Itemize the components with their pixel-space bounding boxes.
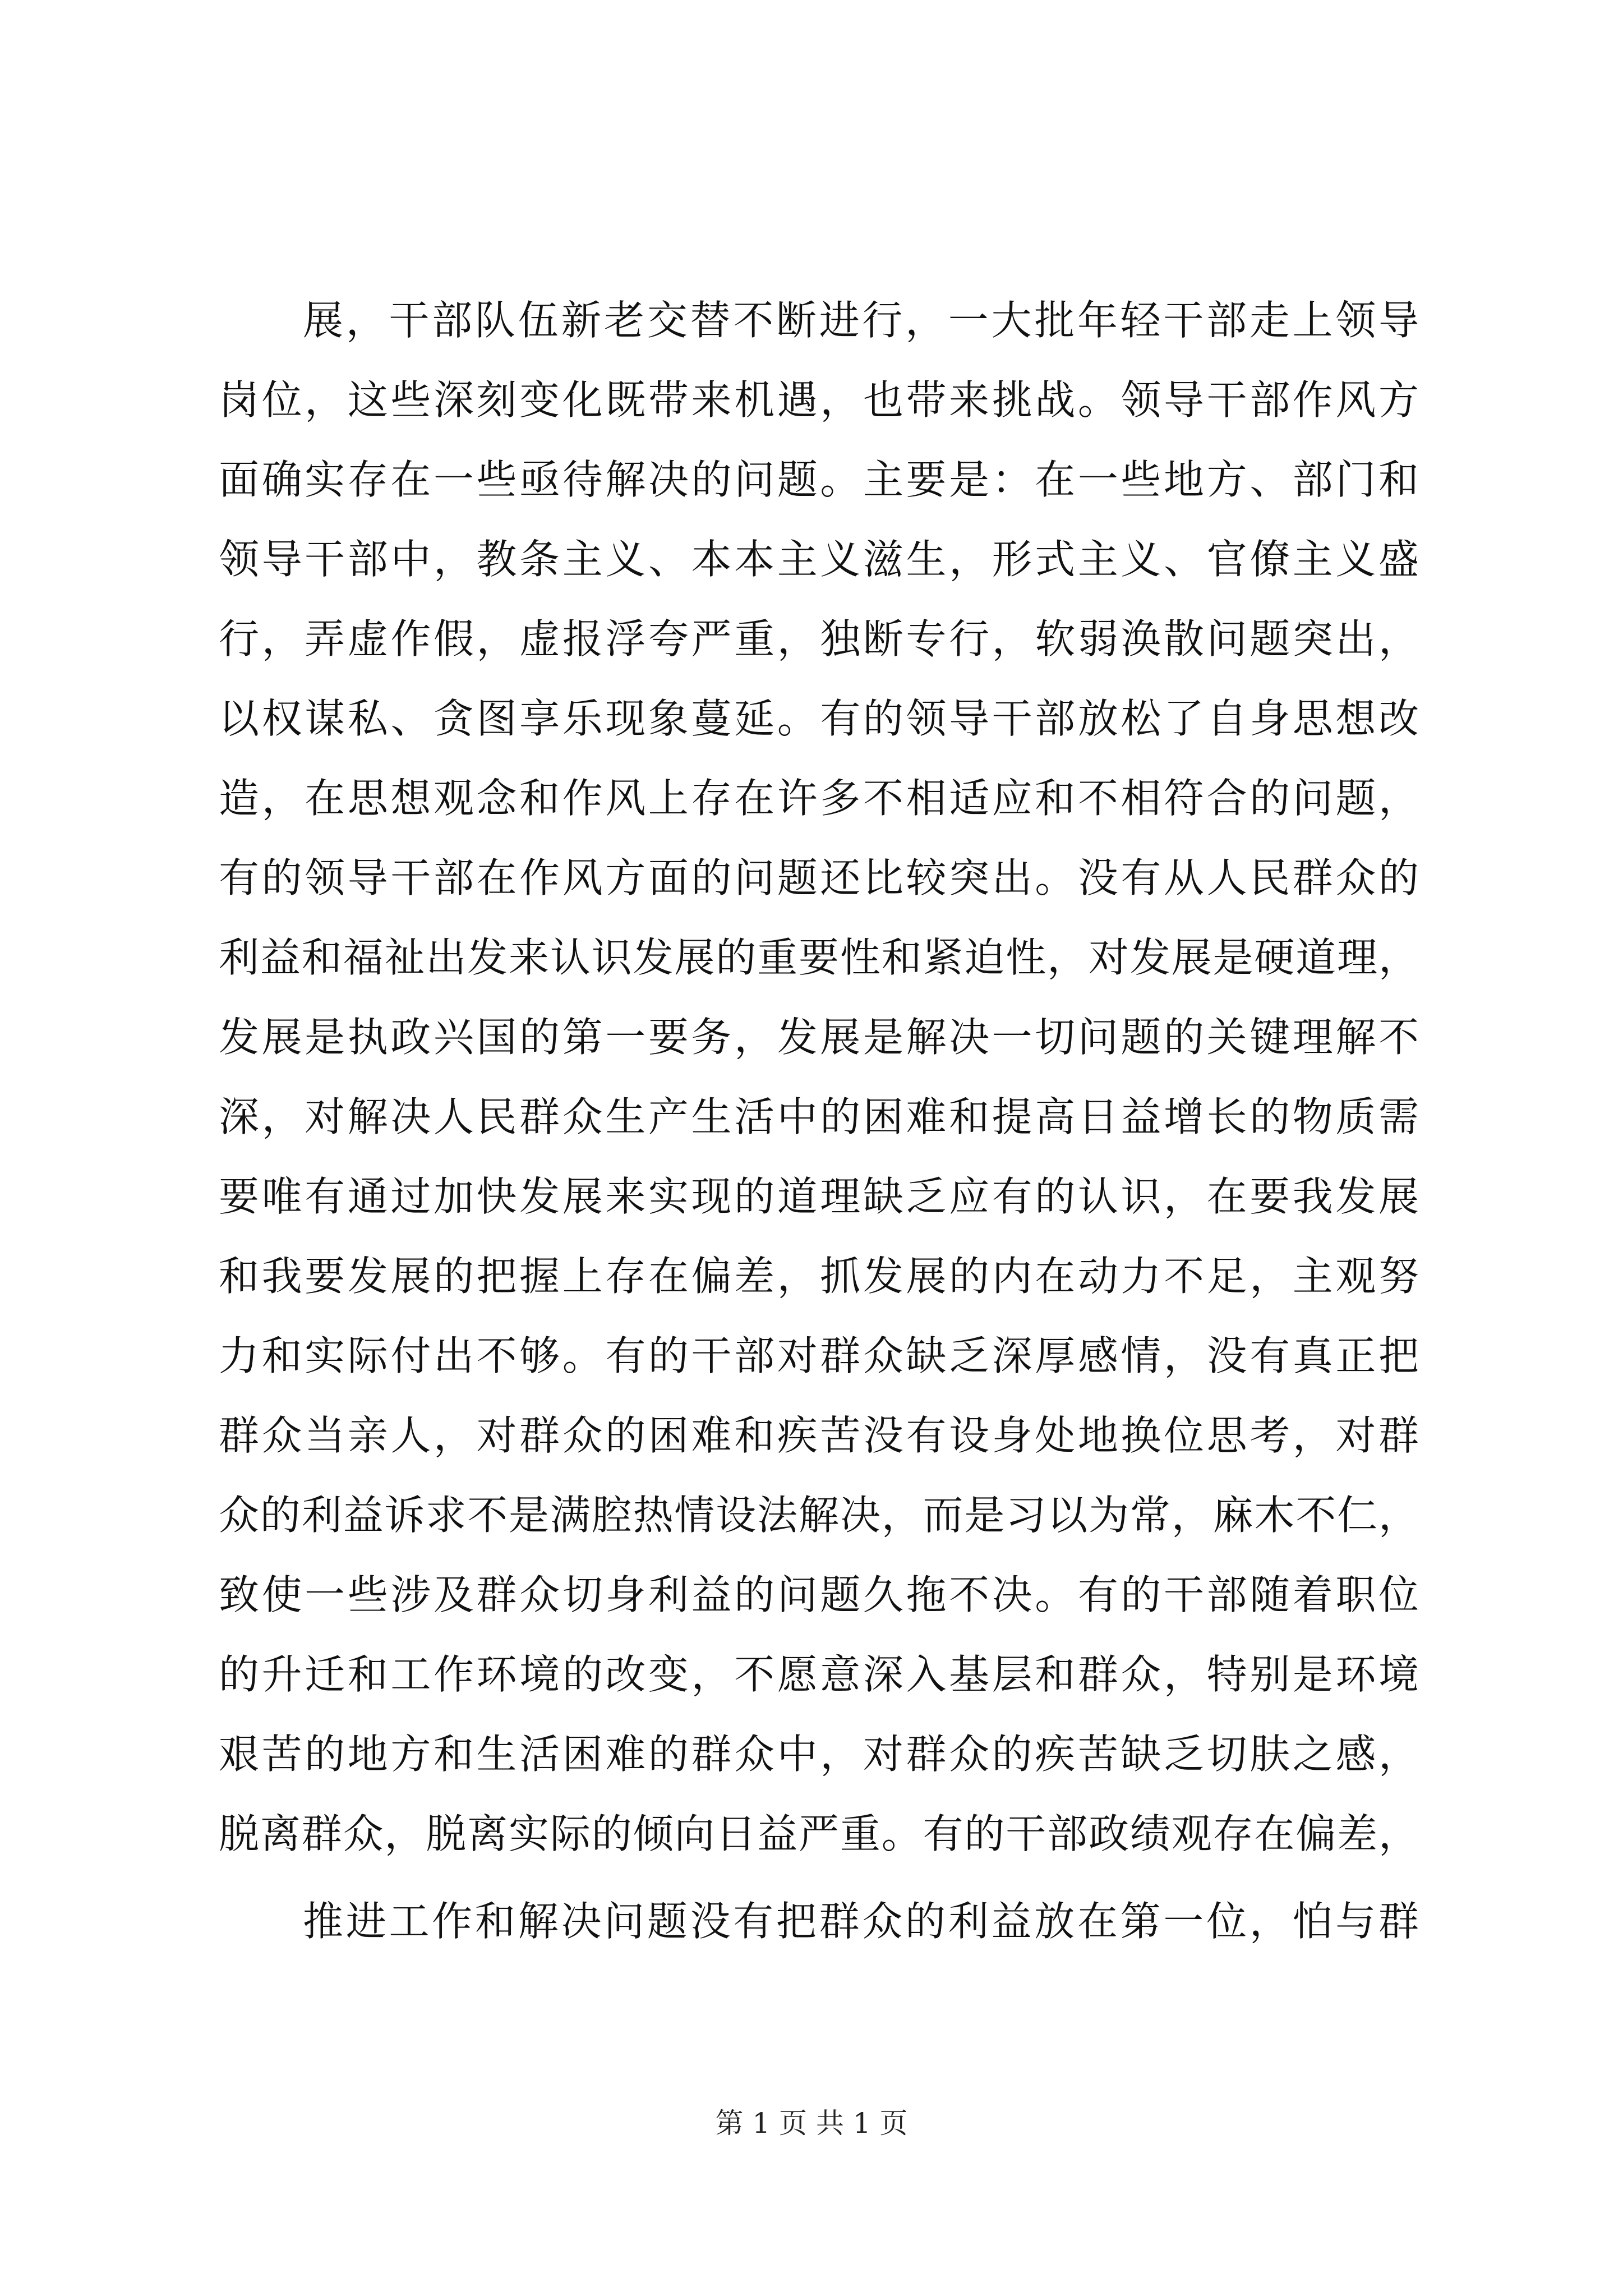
text-line: 有的领导干部在作风方面的问题还比较突出。没有从人民群众的 xyxy=(219,854,1419,901)
text-line: 推进工作和解决问题没有把群众的利益放在第一位，怕与群 xyxy=(303,1898,1419,1945)
text-line: 面确实存在一些亟待解决的问题。主要是：在一些地方、部门和 xyxy=(219,456,1419,503)
text-line: 岗位，这些深刻变化既带来机遇，也带来挑战。领导干部作风方 xyxy=(219,376,1419,424)
body-text xyxy=(219,280,1419,1961)
text-line: 脱离群众，脱离实际的倾向日益严重。有的干部政绩观存在偏差， xyxy=(219,1810,1419,1857)
paragraph-2 xyxy=(219,1881,1419,1961)
text-line: 力和实际付出不够。有的干部对群众缺乏深厚感情，没有真正把 xyxy=(219,1332,1419,1379)
text-line: 的升迁和工作环境的改变，不愿意深入基层和群众，特别是环境 xyxy=(219,1651,1419,1698)
text-line: 深，对解决人民群众生产生活中的困难和提高日益增长的物质需 xyxy=(219,1093,1419,1140)
text-line: 造，在思想观念和作风上存在许多不相适应和不相符合的问题， xyxy=(219,775,1419,822)
text-line: 展，干部队伍新老交替不断进行，一大批年轻干部走上领导 xyxy=(303,297,1419,344)
paragraph-1 xyxy=(219,280,1419,1874)
text-line: 众的利益诉求不是满腔热情设法解决，而是习以为常，麻木不仁， xyxy=(219,1492,1419,1539)
text-line: 群众当亲人，对群众的困难和疾苦没有设身处地换位思考，对群 xyxy=(219,1412,1419,1459)
page-number: 第 1 页 共 1 页 xyxy=(715,2107,908,2139)
text-line: 利益和福祉出发来认识发展的重要性和紧迫性，对发展是硬道理， xyxy=(219,934,1419,981)
text-line: 和我要发展的把握上存在偏差，抓发展的内在动力不足，主观努 xyxy=(219,1253,1419,1300)
text-line: 要唯有通过加快发展来实现的道理缺乏应有的认识，在要我发展 xyxy=(219,1173,1419,1220)
text-line: 发展是执政兴国的第一要务，发展是解决一切问题的关键理解不 xyxy=(219,1014,1419,1061)
page-footer xyxy=(0,2101,1623,2146)
paragraph-gap xyxy=(219,1874,1419,1881)
text-line: 致使一些涉及群众切身利益的问题久拖不决。有的干部随着职位 xyxy=(219,1571,1419,1618)
text-line: 以权谋私、贪图享乐现象蔓延。有的领导干部放松了自身思想改 xyxy=(219,695,1419,742)
text-line: 领导干部中，教条主义、本本主义滋生，形式主义、官僚主义盛 xyxy=(219,536,1419,583)
text-line: 艰苦的地方和生活困难的群众中，对群众的疾苦缺乏切肤之感， xyxy=(219,1731,1419,1778)
text-line: 行，弄虚作假，虚报浮夸严重，独断专行，软弱涣散问题突出， xyxy=(219,615,1419,662)
